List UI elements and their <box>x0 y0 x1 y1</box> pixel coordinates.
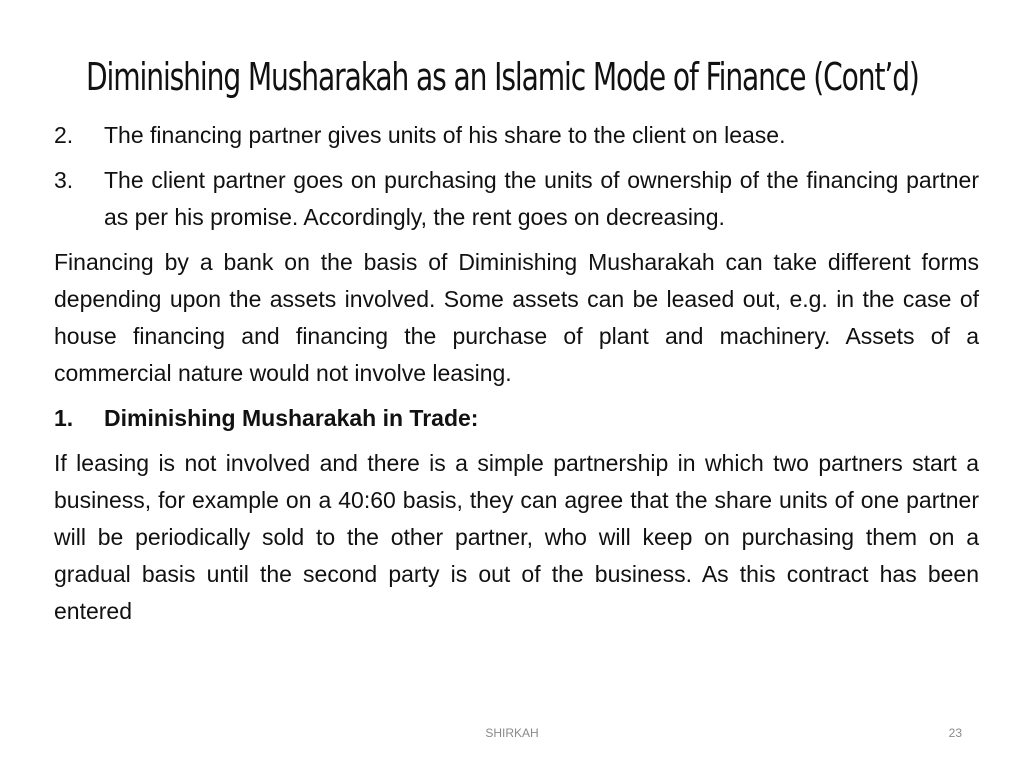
paragraph-financing-forms: Financing by a bank on the basis of Diminishing Musharakah can take different forms depending upon the assets involved. Some assets can be leased out, e.g. in the case of house financing and financing the purchase of plant and machinery. Assets of a commercial nature would not involve leasing. <box>54 249 979 386</box>
section-heading-text: Diminishing Musharakah in Trade: <box>104 405 479 431</box>
paragraph-trade: If leasing is not involved and there is a simple partnership in which two partners start a business, for example on a 40:60 basis, they can agree that the share units of one partner will be periodically sold to the other partner, who will keep on purchasing them on a gradual basis until the second party is out of the business. As this contract has been entered <box>54 450 979 624</box>
slide-title: Diminishing Musharakah as an Islamic Mode of Finance (Cont’d) <box>86 55 919 99</box>
list-item-text: The financing partner gives units of his share to the client on lease. <box>104 122 786 148</box>
list-item <box>54 162 979 236</box>
section-heading <box>54 400 979 437</box>
slide-body <box>54 117 979 638</box>
list-item-text: The client partner goes on purchasing the units of ownership of the financing partner as per his promise. Accordingly, the rent goes on decreasing. <box>104 167 979 230</box>
list-item-number: 2. <box>54 122 74 148</box>
footer-label: SHIRKAH <box>485 726 539 740</box>
list-item-number: 3. <box>54 167 74 193</box>
section-heading-number: 1. <box>54 405 74 431</box>
list-item <box>54 117 979 154</box>
slide-number: 23 <box>948 726 962 740</box>
